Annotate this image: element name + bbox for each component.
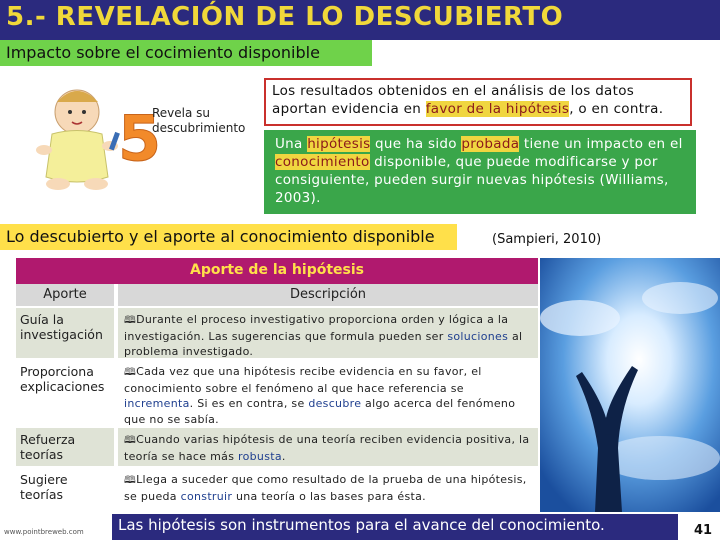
book-bullet-icon: 🕮 — [124, 315, 137, 326]
hyp-highlight-1: hipótesis — [307, 136, 371, 152]
citation: (Sampieri, 2010) — [492, 232, 602, 247]
hyp-highlight-2: probada — [461, 136, 520, 152]
book-bullet-icon: 🕮 — [124, 435, 137, 446]
desc-text: una teoría o las bases para ésta. — [232, 489, 426, 503]
slide-title: 5.- REVELACIÓN DE LO DESCUBIERTO — [6, 2, 564, 32]
desc-text: Cuando varias hipótesis de una teoría reciben evidencia positiva, la teoría se hace más — [124, 433, 530, 463]
desc-keyword: incrementa — [124, 397, 190, 410]
desc-text: algo acerca del fenómeno que no se sabía. — [124, 397, 516, 426]
hyp-text-4: disponible, que puede modificarse y por consiguiente, pueden surgir nuevas hipótesis (Williams, 2003). — [275, 154, 669, 206]
website-credit: www.pointbreweb.com — [4, 528, 84, 536]
hyp-text-1: Una — [275, 136, 308, 152]
sky-photo — [540, 258, 720, 512]
footer-text: Las hipótesis son instrumentos para el avance del conocimiento. — [118, 516, 605, 534]
book-bullet-icon: 🕮 — [124, 475, 137, 486]
desc-text: Llega a suceder que como resultado de la prueba de una hipótesis, se pueda — [124, 473, 527, 503]
results-text-part2: , o en contra. — [569, 101, 664, 117]
page-number: 41 — [694, 523, 713, 538]
caption-line-2: descubrimiento — [152, 121, 246, 135]
results-text — [272, 82, 692, 118]
results-highlight: favor de la hipótesis — [425, 101, 570, 117]
table-row-aporte: Sugiere teorías — [16, 468, 114, 506]
table-row-aporte: Refuerza teorías — [16, 428, 114, 466]
hypothesis-text — [275, 135, 695, 207]
table-row-aporte: Proporciona explicaciones — [16, 360, 114, 426]
table-row-descripcion — [118, 468, 538, 506]
caption-line-1: Revela su — [152, 106, 211, 120]
hyp-highlight-3: conocimiento — [275, 154, 370, 170]
desc-keyword: descubre — [308, 397, 362, 410]
desc-keyword: robusta — [238, 449, 282, 463]
table-row-aporte: Guía la investigación — [16, 308, 114, 358]
book-bullet-icon: 🕮 — [124, 367, 137, 378]
hyp-text-2: que ha sido — [370, 136, 462, 152]
subtitle: Impacto sobre el cocimiento disponible — [6, 43, 320, 62]
hyp-text-3: tiene un impacto en el — [519, 136, 683, 152]
desc-keyword: construir — [180, 489, 233, 503]
results-text-part1: Los resultados obtenidos en el análisis de los datos aportan evidencia en — [272, 83, 635, 117]
desc-text: Durante el proceso investigativo proporciona orden y lógica a la investigación. Las sugerencias que formula pueden ser — [124, 313, 509, 343]
table-row-descripcion — [118, 360, 538, 426]
column-header-aporte: Aporte — [16, 284, 114, 306]
section-label: Lo descubierto y el aporte al conocimiento disponible — [6, 227, 435, 246]
svg-text:5: 5 — [118, 102, 162, 175]
desc-text: Cada vez que una hipótesis recibe evidencia en su favor, el conocimiento sobre el fenómeno al que hace referencia se — [124, 365, 482, 395]
table-row-descripcion — [118, 308, 538, 358]
column-header-descripcion: Descripción — [118, 284, 538, 306]
desc-text: . — [281, 449, 286, 463]
desc-text: al problema investigado. — [124, 329, 523, 358]
illustration-caption — [152, 106, 245, 136]
sky-drawing — [540, 258, 720, 512]
table-title: Aporte de la hipótesis — [189, 262, 364, 278]
table-row-descripcion — [118, 428, 538, 466]
desc-keyword: soluciones — [447, 329, 509, 343]
baby-illustration — [22, 72, 252, 192]
desc-text: . Si es en contra, se — [189, 397, 309, 410]
